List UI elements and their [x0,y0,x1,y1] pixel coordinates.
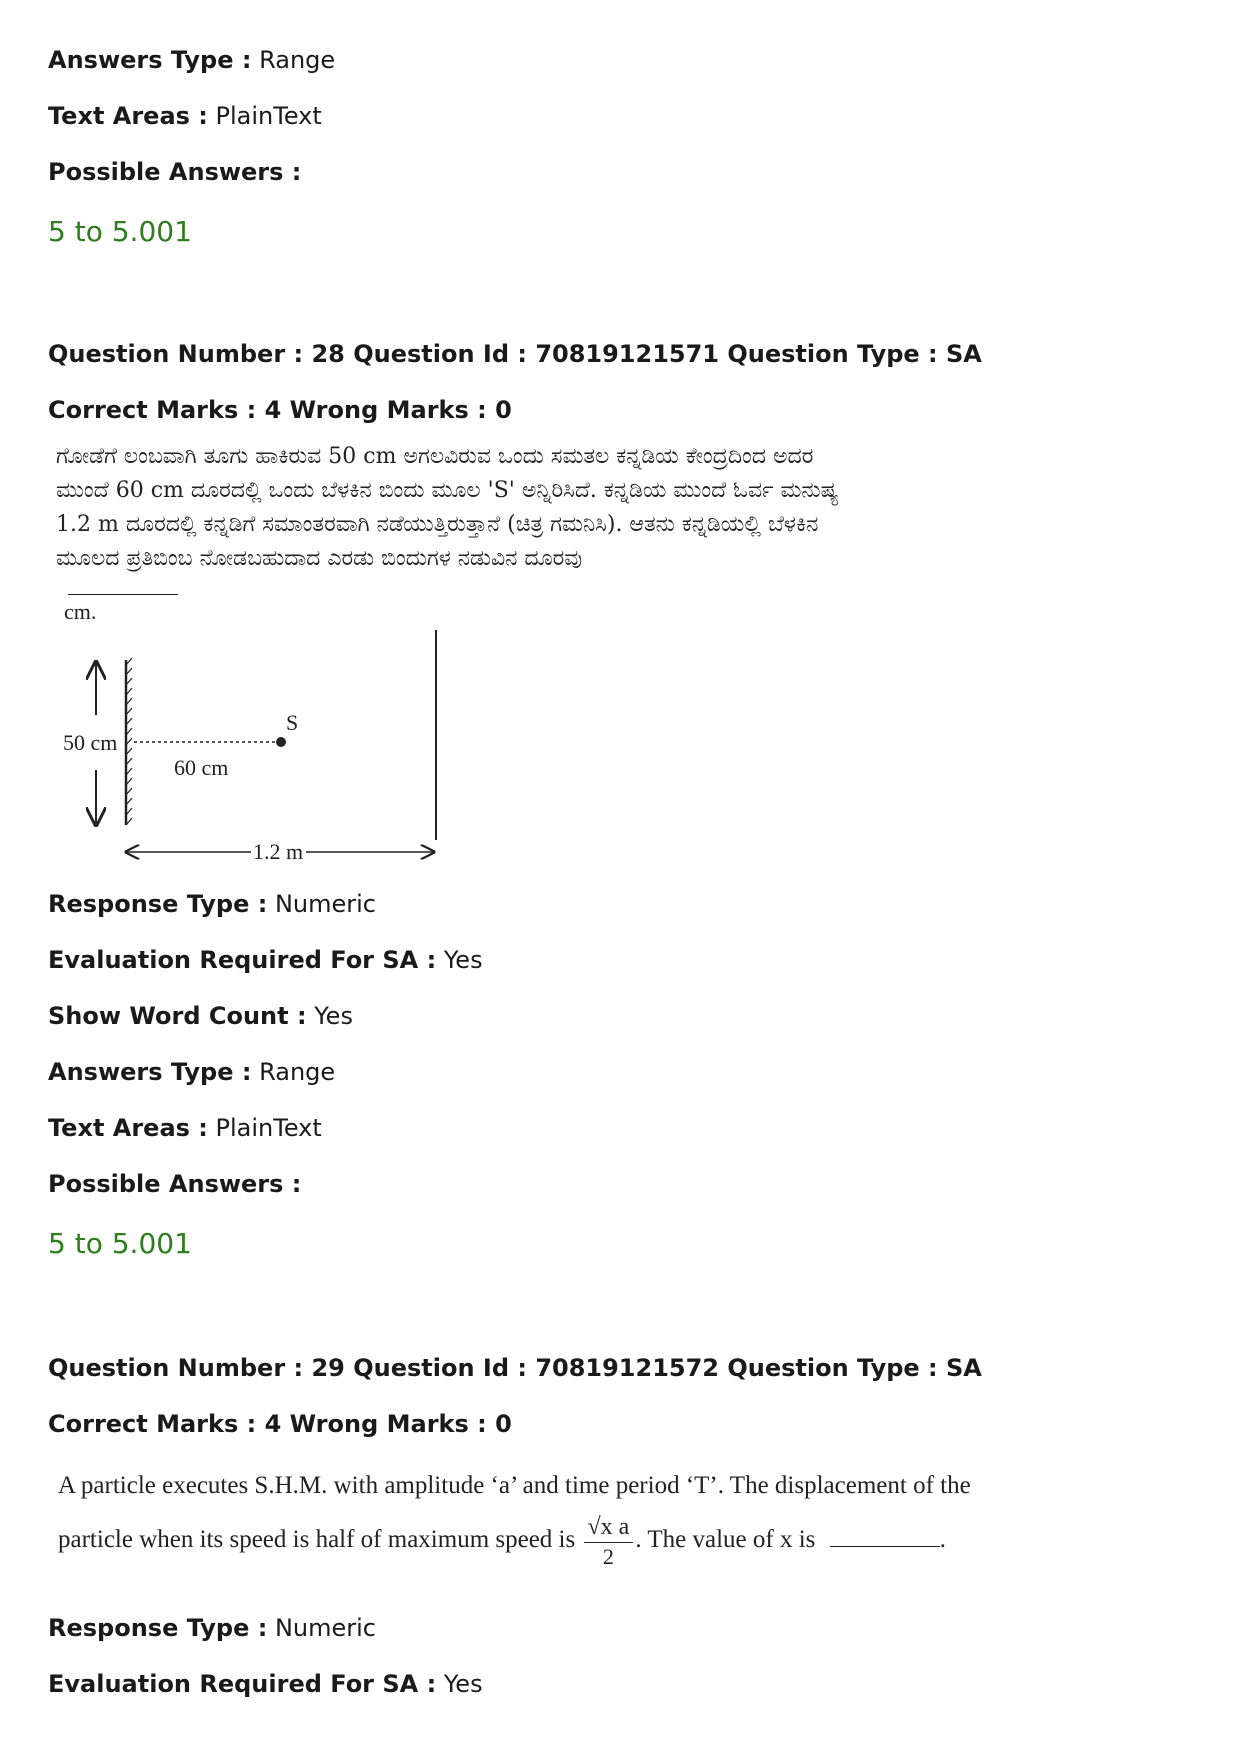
response-type-row [48,888,376,920]
fraction [584,1512,634,1571]
evaluation-label: Evaluation Required For SA : [48,1670,437,1698]
answers-type-value: Range [259,1058,336,1086]
possible-answers-row [48,1168,301,1200]
possible-answers-label: Possible Answers : [48,158,302,186]
width-label: 1.2 m [253,839,304,864]
text-areas-value: PlainText [215,1114,322,1142]
question-text-line: particle when its speed is half of maximum speed is $\frac{\text{√x a}}{2}$ . The value of x is . [58,1514,946,1569]
question-text [56,440,956,630]
word-count-value: Yes [314,1002,353,1030]
answer-blank [830,1528,940,1547]
word-count-row [48,1000,353,1032]
possible-answers-label: Possible Answers : [48,1170,302,1198]
question-marks: Correct Marks : 4 Wrong Marks : 0 [48,396,512,424]
evaluation-value: Yes [443,946,483,974]
response-type-value: Numeric [274,1614,376,1642]
source-point [276,737,286,747]
possible-answers-row [48,156,301,188]
text-areas-label: Text Areas : [48,1114,208,1142]
answers-type-label: Answers Type : [48,46,252,74]
answers-type-row [48,44,335,76]
text-areas-row [48,1112,322,1144]
text-areas-label: Text Areas : [48,102,208,130]
answer-blank [68,576,178,595]
question-header: Question Number : 29 Question Id : 70819121572 Question Type : SA [48,1354,982,1382]
response-type-label: Response Type : [48,890,268,918]
fraction-denominator: 2 [602,1544,614,1569]
question-header: Question Number : 28 Question Id : 70819121571 Question Type : SA [48,340,982,368]
question-text-line: ಮುಂದೆ 60 cm ದೂರದಲ್ಲಿ ಒಂದು ಬೆಳಕಿನ ಬಿಂದು ಮೂಲ 'S' ಅನ್ನಿರಿಸಿದೆ. ಕನ್ನಡಿಯ ಮುಂದೆ ಓರ್ವ ಮನುಷ್ಯ [56,478,839,503]
answers-type-value: Range [259,46,336,74]
question-text-line: ಗೋಡೆಗೆ ಲಂಬವಾಗಿ ತೂಗು ಹಾಕಿರುವ 50 cm ಅಗಲವಿರುವ ಒಂದು ಸಮತಲ ಕನ್ನಡಿಯ ಕೇಂದ್ರದಿಂದ ಅದರ [56,444,814,469]
answers-type-label: Answers Type : [48,1058,252,1086]
question-text-line: ಮೂಲದ ಪ್ರತಿಬಿಂಬ ನೋಡಬಹುದಾದ ಎರಡು ಬಿಂದುಗಳ ನಡುವಿನ ದೂರವು cm. [56,546,583,624]
possible-answer: 5 to 5.001 [48,1227,192,1260]
evaluation-row [48,1668,483,1700]
text-areas-row [48,100,322,132]
response-type-label: Response Type : [48,1614,268,1642]
possible-answer: 5 to 5.001 [48,215,192,248]
evaluation-value: Yes [443,1670,483,1698]
evaluation-label: Evaluation Required For SA : [48,946,437,974]
text-areas-value: PlainText [215,102,322,130]
response-type-row [48,1612,376,1644]
evaluation-row [48,944,483,976]
response-type-value: Numeric [274,890,376,918]
height-label: 50 cm [63,730,118,755]
mirror-diagram [56,620,456,870]
fraction-numerator: √x a [584,1512,634,1543]
question-text-line: 1.2 m ದೂರದಲ್ಲಿ ಕನ್ನಡಿಗೆ ಸಮಾಂತರವಾಗಿ ನಡೆಯುತ್ತಿರುತ್ತಾನೆ (ಚಿತ್ರ ಗಮನಿಸಿ). ಆತನು ಕನ್ನಡಿಯಲ್ಲಿ ಬೆಳಕಿನ [56,512,819,537]
source-distance-label: 60 cm [174,755,229,780]
answer-unit: cm. [64,599,97,624]
answers-type-row [48,1056,335,1088]
question-marks: Correct Marks : 4 Wrong Marks : 0 [48,1410,512,1438]
question-text-line: A particle executes S.H.M. with amplitude ‘a’ and time period ‘T’. The displacement of the [58,1472,971,1499]
word-count-label: Show Word Count : [48,1002,307,1030]
source-label: S [286,710,299,735]
